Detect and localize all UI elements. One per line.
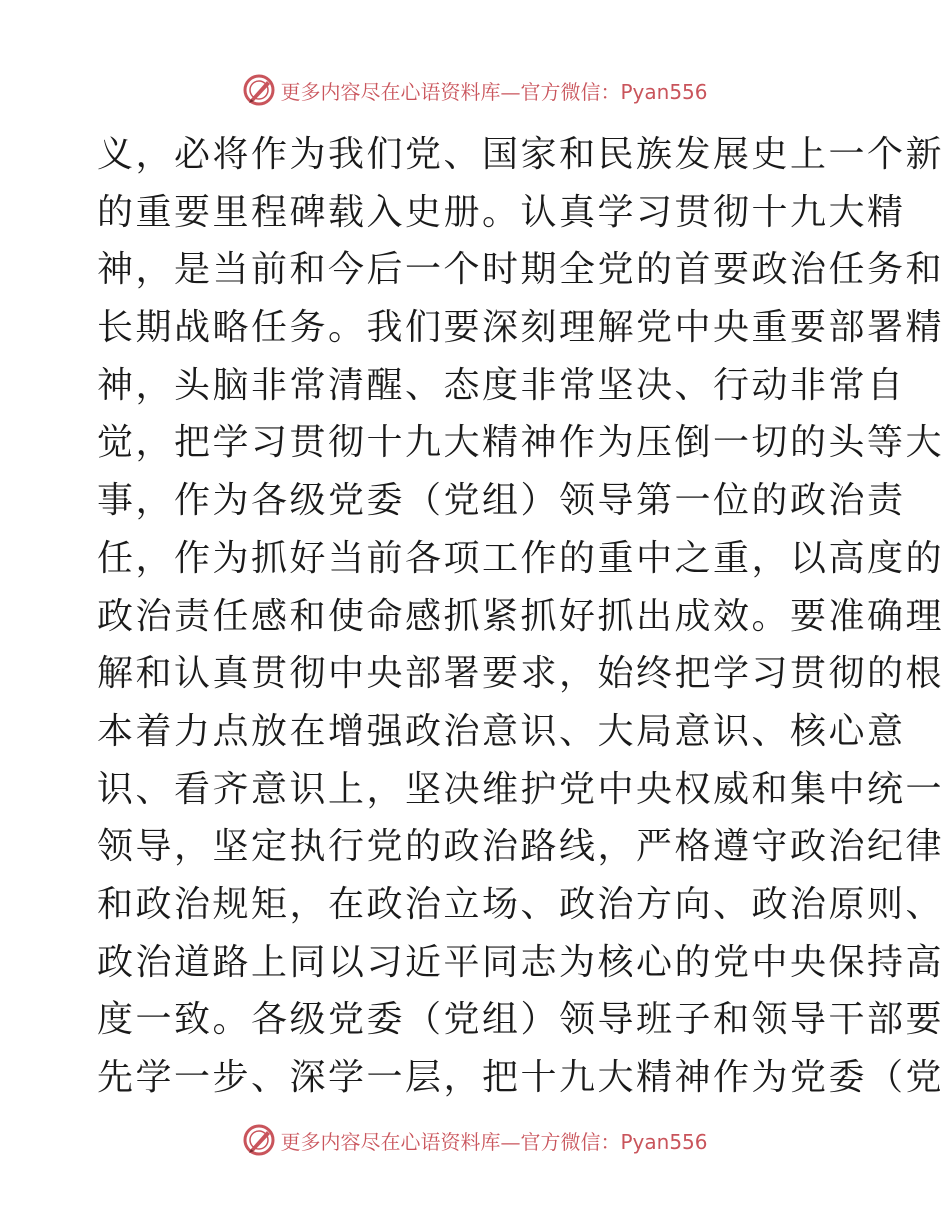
body-line: 神，头脑非常清醒、态度非常坚决、行动非常自 xyxy=(97,364,906,406)
body-line: 政治责任感和使命感抓紧抓好抓出成效。要准确理 xyxy=(97,595,945,637)
body-line: 长期战略任务。我们要深刻理解党中央重要部署精 xyxy=(97,307,945,349)
body-line: 的重要里程碑载入史册。认真学习贯彻十九大精 xyxy=(97,191,906,233)
body-line: 先学一步、深学一层，把十九大精神作为党委（党 xyxy=(97,1057,945,1098)
pen-in-circle-icon xyxy=(242,73,276,107)
body-line: 度一致。各级党委（党组）领导班子和领导干部要 xyxy=(97,999,945,1041)
document-body xyxy=(97,126,945,1107)
body-line: 神，是当前和今后一个时期全党的首要政治任务和 xyxy=(97,249,945,291)
body-line: 任，作为抓好当前各项工作的重中之重，以高度的 xyxy=(97,537,945,579)
footer-text: 更多内容尽在心语资料库—官方微信：Pyan556 xyxy=(280,1129,708,1154)
pen-in-circle-icon xyxy=(242,1123,276,1157)
body-line: 政治道路上同以习近平同志为核心的党中央保持高 xyxy=(97,941,945,983)
body-line: 事，作为各级党委（党组）领导第一位的政治责 xyxy=(97,480,906,522)
body-line: 觉，把学习贯彻十九大精神作为压倒一切的头等大 xyxy=(97,422,945,464)
body-line: 本着力点放在增强政治意识、大局意识、核心意 xyxy=(97,710,906,752)
body-line: 领导，坚定执行党的政治路线，严格遵守政治纪律 xyxy=(97,826,945,868)
footer-watermark xyxy=(0,1120,950,1160)
body-line: 识、看齐意识上，坚决维护党中央权威和集中统一 xyxy=(97,768,945,810)
body-line: 和政治规矩，在政治立场、政治方向、政治原则、 xyxy=(97,883,945,925)
header-watermark xyxy=(0,70,950,110)
body-line: 义，必将作为我们党、国家和民族发展史上一个新 xyxy=(97,134,945,175)
body-line: 解和认真贯彻中央部署要求，始终把学习贯彻的根 xyxy=(97,653,945,695)
header-text: 更多内容尽在心语资料库—官方微信：Pyan556 xyxy=(280,79,708,104)
